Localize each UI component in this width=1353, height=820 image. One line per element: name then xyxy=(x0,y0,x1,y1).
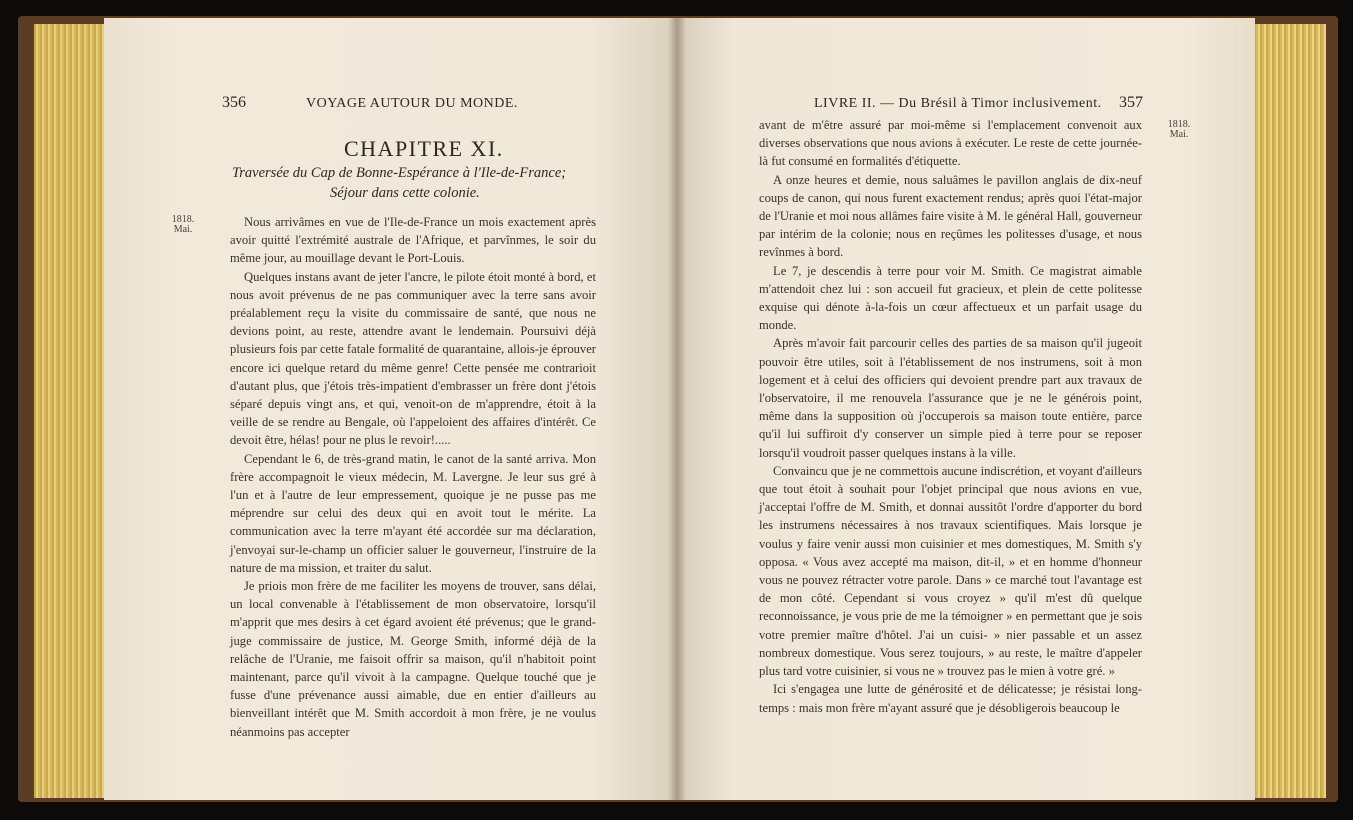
paragraph: Après m'avoir fait parcourir celles des parties de sa maison qu'il jugeoit pouvoir être utiles, soit à l'établissement de nos instrumens, soit à mon logement et à celui des officiers qui devoient prendre part aux travaux de l'observatoire, il me renouvela l'assurance que je ne le générois point, même dans la supposition où j'occuperois sa maison toute entière, parce qu'il lui suffiroit d'y conserver un simple pied à terre pour se reposer lorsqu'il voudroit passer quelques instans à la ville. xyxy=(759,336,1142,460)
right-margin-note xyxy=(1164,120,1194,140)
margin-note-year: 1818. xyxy=(171,214,195,225)
right-page-number: 357 xyxy=(1119,94,1143,111)
chapter-subtitle-line2: Séjour dans cette colonie. xyxy=(330,185,480,201)
chapter-subtitle-line1: Traversée du Cap de Bonne-Espérance à l'Ile-de-France; xyxy=(232,165,567,181)
right-page-text xyxy=(759,116,1142,715)
paragraph: A onze heures et demie, nous saluâmes le pavillon anglais de dix-neuf coups de canon, qui nous furent exactement rendus; après quoi l'état-major de l'Uranie et moi nous allâmes faire visite à M. le général Hall, gouverneur par intérim de la colonie; nous en reçûmes les politesses d'usage, et nous revînmes à bord. xyxy=(759,172,1142,260)
margin-note-month: Mai. xyxy=(173,224,193,235)
margin-note-month: Mai. xyxy=(1169,129,1189,140)
paragraph: Quelques instans avant de jeter l'ancre, le pilote étoit monté à bord, et nous avoit prévenus de ne pas communiquer avec la terre sans avoir préalablement reçu la visite du commissaire de santé, que nous ne devions point, au reste, attendre avant le lendemain. Poursuivi déjà plusieurs fois par cette fatale formalité de quarantaine, allois-je éprouver encore ici quelque retard du même genre! Cette pensée me contrarioit d'autant plus, que j'étois très-impatient d'embrasser un frère dont j'étois séparé depuis vingt ans, et qui, venoit-on de m'apprendre, étoit à la veille de se rendre au Bengale, où l'appeloient des affaires d'intérêt. Ce devoit être, hélas! pour ne plus le revoir!..... xyxy=(230,269,596,448)
paragraph: avant de m'être assuré par moi-même si l'emplacement convenoit aux diverses observations que nous avions à exécuter. Le reste de cette journée-là fut consumé en formalités d'étiquette. xyxy=(759,118,1142,169)
margin-note-year: 1818. xyxy=(1167,119,1191,130)
paragraph: Nous arrivâmes en vue de l'Ile-de-France un mois exactement après avoir quitté l'extrémité australe de l'Afrique, et parvînmes, le soir du même jour, au mouillage devant le Port-Louis. xyxy=(230,215,596,266)
page-edges-left xyxy=(34,24,108,798)
right-running-head: LIVRE II. — Du Brésil à Timor inclusivement. xyxy=(814,96,1102,111)
left-running-head: VOYAGE AUTOUR DU MONDE. xyxy=(306,96,518,111)
left-margin-note xyxy=(168,215,198,235)
page-edges-right xyxy=(1250,24,1326,798)
paragraph: Cependant le 6, de très-grand matin, le canot de la santé arriva. Mon frère accompagnoit le vieux médecin, M. Lavergne. Je leur sus gré à l'un et à l'autre de leur empressement, quoique je ne pusse pas me méprendre sur celui des deux qui en avoit tout le mérite. La communication avec la terre m'ayant été accordée sur ma déclaration, j'envoyai sur-le-champ un officier saluer le gouverneur, l'instruire de la nature de ma mission, et traiter du salut. xyxy=(230,451,596,575)
paragraph: Convaincu que je ne commettois aucune indiscrétion, et voyant d'ailleurs que tout étoit à souhait pour l'objet principal que nous avions en vue, j'acceptai l'offre de M. Smith, et donnai aussitôt l'ordre d'apporter du bord les instrumens nécessaires à nos travaux scientifiques. Mais lorsque je voulus y faire venir aussi mon cuisinier et mes domestiques, M. Smith s'y opposa. « Vous avez accepté ma maison, dit-il, » et en homme d'honneur vous ne pouvez rétracter votre parole. Dans » ce marché tout l'avantage est de mon côté. Cependant si vous croyez » qu'il m'est dû quelque reconnoissance, je vous prie de me la témoigner » en permettant que je sois votre premier maître d'hôtel. J'ai un cuisi- » nier passable et un assez nombreux domestique. Vous serez toujours, » au reste, le maître d'appeler plus tard votre cuisinier, si vous ne » trouvez pas le mien à votre gré. » xyxy=(759,463,1142,679)
chapter-title: CHAPITRE XI. xyxy=(344,136,504,161)
left-page-text xyxy=(230,213,596,739)
book-gutter xyxy=(668,18,686,800)
paragraph: Le 7, je descendis à terre pour voir M. Smith. Ce magistrat aimable m'attendoit chez lui : son accueil fut gracieux, et plein de cette politesse exquise qui dénote à-la-fois un cœur affectueux et un parfait usage du monde. xyxy=(759,263,1142,333)
left-page-number: 356 xyxy=(222,94,246,111)
paragraph: Je priois mon frère de me faciliter les moyens de trouver, sans délai, un local convenable à l'établissement de mon observatoire, lorsqu'il m'apprit que mes desirs à cet égard avoient été prévenus; que le grand-juge commissaire de justice, M. George Smith, informé déjà de la relâche de l'Uranie, me faisoit offrir sa maison, qu'il n'habitoit point maintenant, parce qu'il vivoit à la campagne. Quelque touché que je fusse d'une prévenance aussi aimable, due en entier d'ailleurs au bienveillant intérêt que M. Smith accordoit à mon frère, je ne voulus néanmoins pas accepter xyxy=(230,579,596,739)
paragraph: Ici s'engagea une lutte de générosité et de délicatesse; je résistai long-temps : mais mon frère m'ayant assuré que je désobligerois beaucoup le xyxy=(759,682,1142,715)
